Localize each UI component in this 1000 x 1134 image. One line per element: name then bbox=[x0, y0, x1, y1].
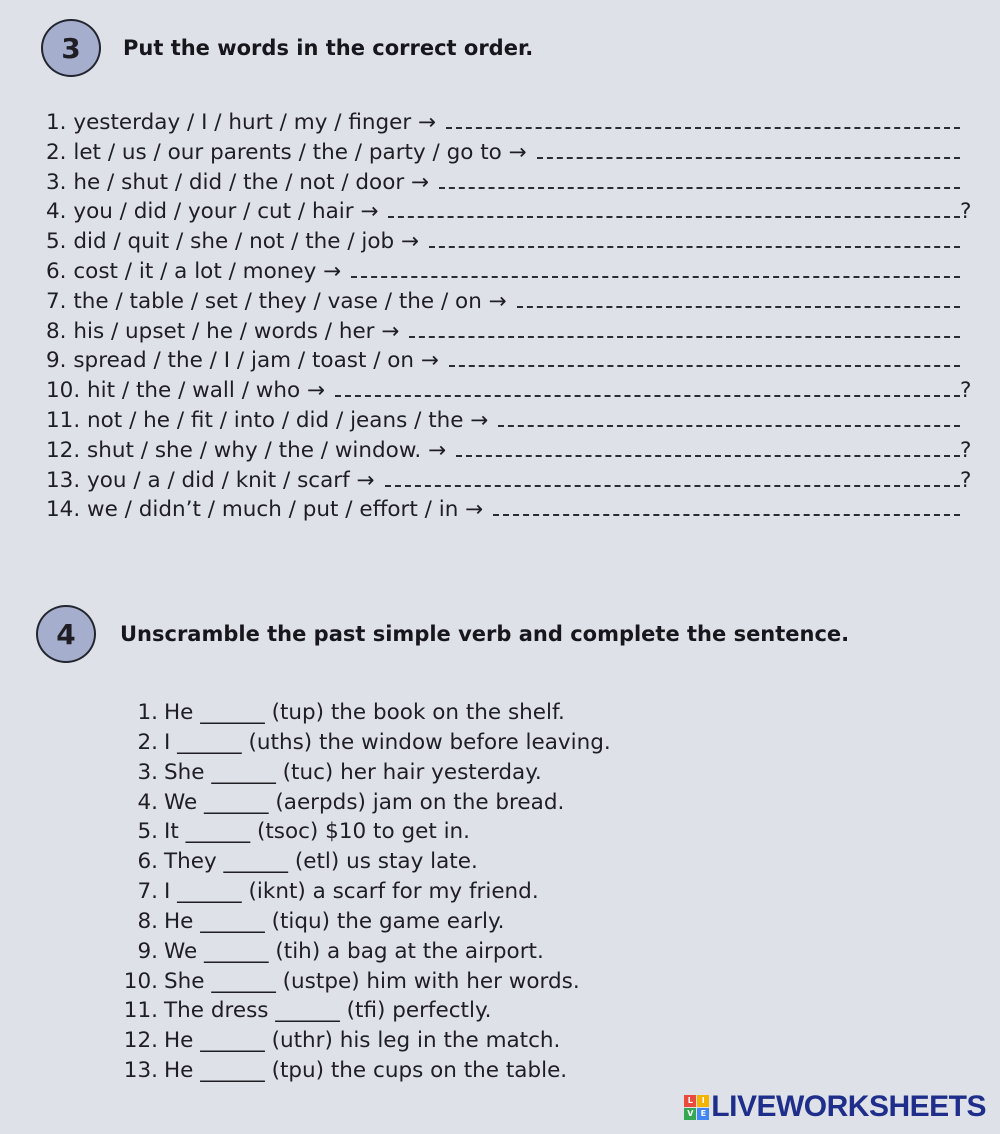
unscramble-item bbox=[118, 907, 611, 937]
word-order-item bbox=[46, 376, 976, 406]
unscramble-item bbox=[118, 996, 611, 1026]
word-order-item bbox=[46, 317, 976, 347]
item-number: 1. bbox=[137, 700, 158, 725]
scrambled-words: 8. his / upset / he / words / her → bbox=[46, 318, 400, 344]
unscramble-item bbox=[118, 728, 611, 758]
item-number: 6. bbox=[137, 849, 158, 875]
answer-blank[interactable] bbox=[456, 436, 960, 457]
sentence-text: I ______ (iknt) a scarf for my friend. bbox=[164, 879, 539, 905]
question-mark: ? bbox=[960, 199, 972, 225]
item-number: 5. bbox=[137, 819, 158, 845]
exercise-title: Unscramble the past simple verb and complete the sentence. bbox=[120, 622, 850, 646]
answer-blank[interactable] bbox=[449, 346, 960, 367]
exercise-4-header bbox=[36, 605, 849, 663]
word-order-item bbox=[46, 406, 976, 436]
logo-mark-letter: L bbox=[684, 1095, 696, 1107]
scrambled-words: 9. spread / the / I / jam / toast / on → bbox=[46, 348, 439, 374]
sentence-text: She ______ (ustpe) him with her words. bbox=[164, 968, 580, 994]
item-number: 8. bbox=[137, 908, 158, 934]
word-order-item bbox=[46, 108, 976, 138]
sentence-text: He ______ (tup) the book on the shelf. bbox=[164, 700, 565, 725]
item-number: 13. bbox=[123, 1058, 158, 1084]
unscramble-item bbox=[118, 847, 611, 877]
sentence-text: It ______ (tsoc) $10 to get in. bbox=[164, 819, 471, 845]
answer-blank[interactable] bbox=[446, 108, 960, 129]
unscramble-item bbox=[118, 937, 611, 967]
question-mark: ? bbox=[960, 437, 972, 463]
word-order-item bbox=[46, 287, 976, 317]
answer-blank[interactable] bbox=[498, 406, 960, 427]
unscramble-item bbox=[118, 967, 611, 997]
answer-blank[interactable] bbox=[385, 466, 960, 487]
scrambled-words: 4. you / did / your / cut / hair → bbox=[46, 199, 379, 225]
item-number: 10. bbox=[123, 968, 158, 994]
answer-blank[interactable] bbox=[439, 168, 960, 189]
logo-mark-icon bbox=[684, 1095, 709, 1120]
exercise-number-badge: 4 bbox=[36, 605, 96, 663]
sentence-text: They ______ (etl) us stay late. bbox=[164, 849, 478, 875]
unscramble-list bbox=[118, 698, 611, 1086]
scrambled-words: 3. he / shut / did / the / not / door → bbox=[46, 169, 430, 195]
item-number: 9. bbox=[137, 938, 158, 964]
unscramble-item bbox=[118, 877, 611, 907]
sentence-text: She ______ (tuc) her hair yesterday. bbox=[164, 759, 542, 785]
word-order-item bbox=[46, 495, 976, 525]
unscramble-item bbox=[118, 1056, 611, 1086]
scrambled-words: 2. let / us / our parents / the / party / go to → bbox=[46, 139, 527, 165]
word-order-item bbox=[46, 138, 976, 168]
logo-mark-letter: V bbox=[684, 1108, 696, 1120]
answer-blank[interactable] bbox=[409, 317, 960, 338]
scrambled-words: 10. hit / the / wall / who → bbox=[46, 378, 325, 404]
sentence-text: I ______ (uths) the window before leaving. bbox=[164, 729, 611, 755]
scrambled-words: 12. shut / she / why / the / window. → bbox=[46, 437, 447, 463]
question-mark: ? bbox=[960, 467, 972, 493]
scrambled-words: 5. did / quit / she / not / the / job → bbox=[46, 229, 420, 255]
unscramble-item bbox=[118, 698, 611, 728]
sentence-text: He ______ (tpu) the cups on the table. bbox=[164, 1058, 568, 1084]
sentence-text: He ______ (uthr) his leg in the match. bbox=[164, 1028, 561, 1054]
question-mark: ? bbox=[960, 378, 972, 404]
scrambled-words: 14. we / didn’t / much / put / effort / in → bbox=[46, 497, 484, 523]
answer-blank[interactable] bbox=[517, 287, 960, 308]
scrambled-words: 7. the / table / set / they / vase / the / on → bbox=[46, 288, 507, 314]
item-number: 2. bbox=[137, 729, 158, 755]
answer-blank[interactable] bbox=[351, 257, 960, 278]
answer-blank[interactable] bbox=[429, 227, 960, 248]
unscramble-item bbox=[118, 758, 611, 788]
item-number: 11. bbox=[123, 998, 158, 1024]
word-order-item bbox=[46, 197, 976, 227]
exercise-title: Put the words in the correct order. bbox=[123, 36, 534, 60]
liveworksheets-logo[interactable] bbox=[684, 1090, 986, 1124]
answer-blank[interactable] bbox=[537, 138, 960, 159]
unscramble-item bbox=[118, 788, 611, 818]
exercise-3-header bbox=[41, 19, 533, 77]
word-order-list bbox=[46, 108, 976, 525]
item-number: 4. bbox=[137, 789, 158, 815]
logo-text: LIVEWORKSHEETS bbox=[711, 1090, 986, 1123]
scrambled-words: 13. you / a / did / knit / scarf → bbox=[46, 467, 375, 493]
sentence-text: We ______ (tih) a bag at the airport. bbox=[164, 938, 544, 964]
scrambled-words: 11. not / he / fit / into / did / jeans / the → bbox=[46, 407, 489, 433]
scrambled-words: 1. yesterday / I / hurt / my / finger → bbox=[46, 110, 437, 135]
logo-mark-letter: I bbox=[697, 1095, 709, 1107]
answer-blank[interactable] bbox=[335, 376, 960, 397]
word-order-item bbox=[46, 257, 976, 287]
sentence-text: He ______ (tiqu) the game early. bbox=[164, 908, 505, 934]
item-number: 7. bbox=[137, 879, 158, 905]
answer-blank[interactable] bbox=[493, 495, 960, 516]
item-number: 12. bbox=[123, 1028, 158, 1054]
sentence-text: We ______ (aerpds) jam on the bread. bbox=[164, 789, 565, 815]
word-order-item bbox=[46, 466, 976, 496]
word-order-item bbox=[46, 168, 976, 198]
sentence-text: The dress ______ (tfi) perfectly. bbox=[164, 998, 492, 1024]
word-order-item bbox=[46, 227, 976, 257]
answer-blank[interactable] bbox=[388, 197, 960, 218]
exercise-number-badge: 3 bbox=[41, 19, 101, 77]
item-number: 3. bbox=[137, 759, 158, 785]
word-order-item bbox=[46, 436, 976, 466]
unscramble-item bbox=[118, 1026, 611, 1056]
unscramble-item bbox=[118, 817, 611, 847]
logo-mark-letter: E bbox=[697, 1108, 709, 1120]
scrambled-words: 6. cost / it / a lot / money → bbox=[46, 258, 342, 284]
word-order-item bbox=[46, 346, 976, 376]
